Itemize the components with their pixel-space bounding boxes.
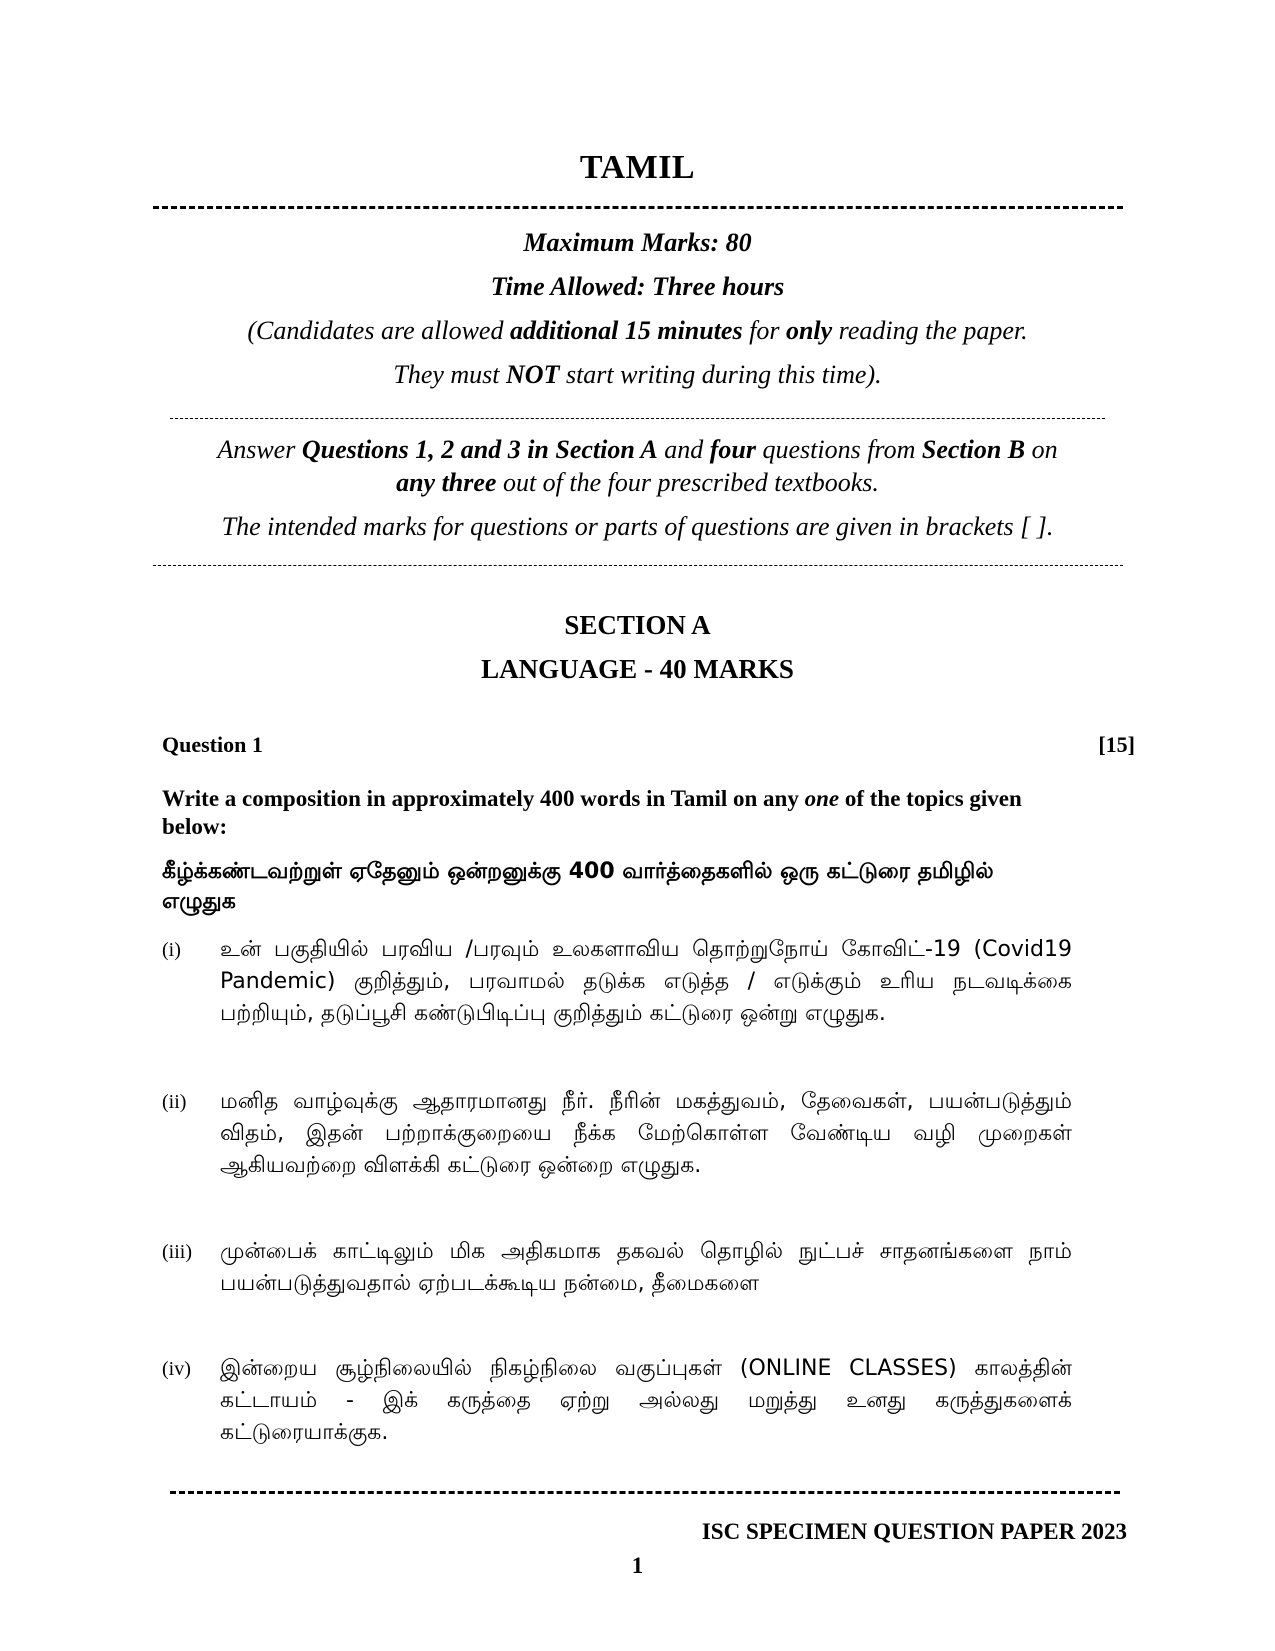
answer-instruction-line2 <box>0 466 1275 500</box>
question-label: Question 1 <box>162 732 263 757</box>
topic-text: முன்பைக் காட்டிலும் மிக அதிகமாக தகவல் தொழில் நுட்பச் சாதனங்களை நாம் பயன்படுத்துவதால் ஏற்படக்கூடிய நன்மை, தீமைகளை <box>220 1239 1072 1296</box>
reading-time-emphasis: additional 15 minutes <box>509 316 743 345</box>
answer-instruction-line1 <box>0 433 1275 467</box>
section-subtitle: LANGUAGE - 40 MARKS <box>481 654 794 684</box>
section-title: SECTION A <box>564 610 711 640</box>
topic-number: (i) <box>162 939 181 961</box>
footer-paper-name: ISC SPECIMEN QUESTION PAPER 2023 <box>701 1519 1127 1544</box>
instruction-text: out of the four prescribed textbooks. <box>496 468 879 497</box>
tamil-instruction: கீழ்க்கண்டவற்றுள் ஏதேனும் ஒன்றனுக்கு 400 வார்த்தைகளில் ஒரு கட்டுரை தமிழில் எழுதுக <box>162 859 994 914</box>
paper-title: TAMIL <box>579 149 696 186</box>
question-instruction <box>162 785 1062 841</box>
instruction-emphasis: any three <box>396 468 497 497</box>
divider-top <box>153 206 1123 219</box>
question-instruction-text: Write a composition in approximately 400 words in Tamil on any <box>162 786 805 811</box>
reading-time-text: for <box>742 316 786 345</box>
topic-number: (iv) <box>162 1358 191 1380</box>
question-marks: [15] <box>1098 732 1135 757</box>
page-number: 1 <box>631 1553 644 1578</box>
maximum-marks: Maximum Marks: 80 <box>523 228 752 257</box>
reading-time-text: reading the paper. <box>832 316 1028 345</box>
topic-text: மனித வாழ்வுக்கு ஆதாரமானது நீர். நீரின் மகத்துவம், தேவைகள், பயன்படுத்தும் விதம், இதன் பற்றாக்குறையை நீக்க மேற்கொள்ள வேண்டிய வழி முறைகள் ஆகியவற்றை விளக்கி கட்டுரை ஒன்றை எழுதுக. <box>220 1089 1072 1178</box>
question-instruction-emphasis: one <box>804 786 840 811</box>
no-writing-text: They must <box>393 360 507 389</box>
reading-time-emphasis: only <box>785 316 833 345</box>
instruction-text: on <box>1025 435 1058 464</box>
topic-number: (ii) <box>162 1091 187 1113</box>
reading-time-note <box>0 314 1275 348</box>
divider-middle <box>170 418 1105 425</box>
divider-bottom <box>153 565 1123 572</box>
time-allowed: Time Allowed: Three hours <box>490 272 785 301</box>
topic-text: இன்றைய சூழ்நிலையில் நிகழ்நிலை வகுப்புகள் (ONLINE CLASSES) காலத்தின் கட்டாயம் - இக் கருத்தை ஏற்று அல்லது மறுத்து உனது கருத்துகளைக் கட்டுரையாக்குக. <box>220 1356 1072 1445</box>
question-instruction-text: of the topics given below: <box>162 786 1022 839</box>
instruction-emphasis: Section B <box>921 435 1026 464</box>
divider-footer <box>170 1491 1120 1504</box>
no-writing-note <box>0 358 1275 392</box>
instruction-text: and <box>657 435 710 464</box>
instruction-emphasis: four <box>709 435 756 464</box>
topic-text: உன் பகுதியில் பரவிய /பரவும் உலகளாவிய தொற்றுநோய் கோவிட்-19 (Covid19 Pandemic) குறித்தும், பரவாமல் தடுக்க எடுத்த / எடுக்கும் உரிய நடவடிக்கை பற்றியும், தடுப்பூசி கண்டுபிடிப்பு குறித்தும் கட்டுரை ஒன்று எழுதுக. <box>220 937 1072 1026</box>
no-writing-emphasis: NOT <box>506 360 560 389</box>
instruction-emphasis: Questions 1, 2 and 3 in Section A <box>301 435 658 464</box>
instruction-text: questions from <box>755 435 922 464</box>
reading-time-text: (Candidates are allowed <box>247 316 510 345</box>
topic-number: (iii) <box>162 1241 192 1263</box>
no-writing-text: start writing during this time). <box>559 360 882 389</box>
marks-note: The intended marks for questions or parts of questions are given in brackets [ ]. <box>221 512 1054 541</box>
instruction-text: Answer <box>217 435 302 464</box>
